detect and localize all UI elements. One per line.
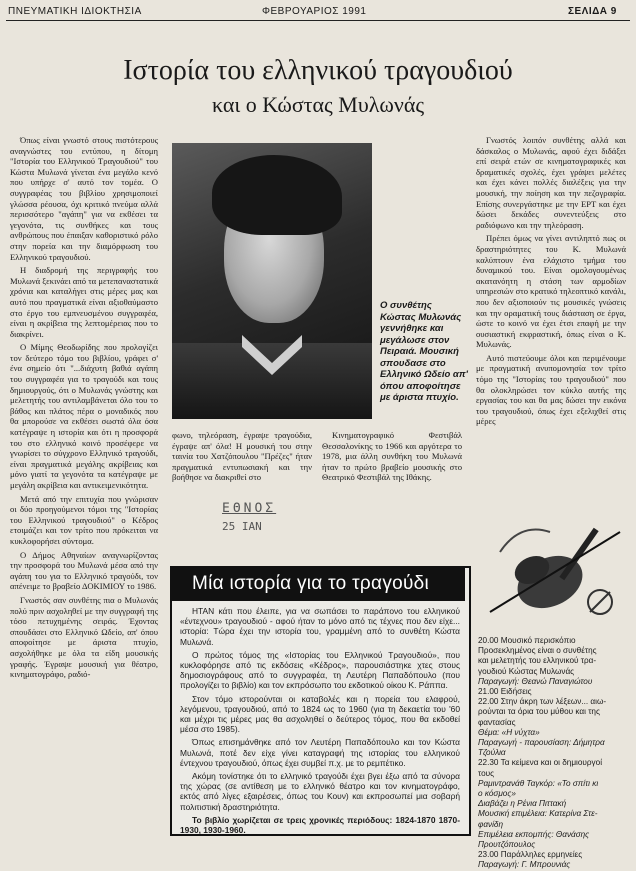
tv-line: Θέμα: «Η νύχτα» bbox=[478, 727, 540, 737]
tv-line: 22.00 Στην άκρη των λέξεων... αιω- bbox=[478, 697, 607, 707]
tv-line: 22.30 Τα κείμενα και οι δημιουργοί bbox=[478, 758, 603, 768]
left-paragraph: Όπως είναι γνωστό στους πιστότερους αναγνώστες του εντύπου, η δίτομη "Ιστορία του Ελληνικού Τραγουδιού" του Κώστα Μυλωνά γίνεται ένα μεγάλο κενό που υπήρχε σ' αυτό τον τομέα. Ο συγγραφέας του βιβλίου χρησιμοποιεί γλώσσα ρέουσα, όχι κριτικό πνεύμα αλλά περισσότερο "αγάπη" για να εκθέσει τα γεγονότα, τις συνθήκες και τους ανθρώπους που έπαιξαν καθοριστικό ρόλο στην πορεία και την διαμόρφωση του Ελληνικού τραγουδιού. bbox=[10, 135, 158, 262]
right-paragraph: Γνωστός λοιπόν συνθέτης αλλά και δάσκαλος ο Μυλωνάς, αφού έχει διδάξει επί σειρά ετών σε κινηματογραφικές και δραματικές σχολές, έχει γράψει μελέτες και έχει κάνει πολλές διαλέξεις για την μουσική, την ποίηση και την πεζογραφία. Επίσης συνεργάστηκε με την ΕΡΤ και έχει δώσει δεκάδες συνεντεύξεις στο ραδιόφωνο και την τηλεόραση. bbox=[476, 135, 626, 230]
under-photo-text: Κινηματογραφικό Φεστιβάλ Θεσσαλονίκης το 1966 και αργότερα το 1978, μια άλλη συνθήκη του Μυλωνά ήταν το πρώτο βραβείο μουσικής στο Θεατρικό Φεστιβάλ της Ιθάκης. bbox=[322, 430, 462, 483]
tv-line: 20.00 Μουσικό περισκόπιο bbox=[478, 636, 576, 645]
tv-line: Ραμιντρανάθ Ταγκόρ: «Το σπίτι κι bbox=[478, 778, 599, 788]
box-paragraph: Ακόμη τονίστηκε ότι το ελληνικό τραγούδι έχει βγει έξω από τα σύνορα της χώρας (σε αντίθεση με το ελληνικό θέατρο και τον κινηματογράφο, εκτός από λίγες εξαιρέσεις, όπως του Κουν) και εκπροσωπεί μια σοβαρή πολιτιστική δραστηριότητα. bbox=[180, 771, 460, 812]
tv-line: φαντασίας bbox=[478, 717, 516, 727]
tv-listing bbox=[478, 636, 632, 871]
right-paragraph: Αυτό πιστεύουμε όλοι και περιμένουμε με πραγματική ανυπομονησία τον τρίτο τόμο της "Ιστορίας του τραγουδιού" που θα ολοκληρώσει τον κύκλο αυτής της εργασίας του και θα μας δώσει την εικόνα του τραγουδιού, όπως έχει εξελιχθεί στις μέρες bbox=[476, 352, 626, 427]
boxed-article-header bbox=[172, 568, 465, 601]
under-photo-col-2 bbox=[322, 430, 462, 486]
tv-line: και μελετητής του ελληνικού τρα- bbox=[478, 656, 597, 666]
tv-line: Επιμέλεια εκπομπής: Θανάσης bbox=[478, 829, 590, 839]
box-paragraph: Στον τόμο ιστορούνται οι καταβολές και η πορεία του ελαφρού, λεγόμενου, τραγουδιού, από το 1824 ως το 1960 (για τη δεκαετία του '60 και μέχρι τις μέρες μας θα ασχοληθεί ο δεύτερος τόμος, που θα εκδοθεί μέσα στο 1985). bbox=[180, 693, 460, 735]
stamp-date: 25 ΙΑΝ bbox=[222, 520, 262, 533]
tv-line: Προσεκλημένος είναι ο συνθέτης bbox=[478, 646, 597, 656]
tv-line: ο κόσμος» bbox=[478, 789, 516, 799]
left-paragraph: Η διαδρομή της περιγραφής του Μυλωνά ξεκινάει από τα μετεπαναστατικά χρόνια και καταλήγει στις μέρες μας και αυτό που πραγματικά είναι αξιοθαύμαστο στο έργο του εμπνευσμένου συγγραφέα, είναι η ακρίβεια της λεπτομέρειας που το διακρίνει. bbox=[10, 265, 158, 339]
photo-hair bbox=[212, 155, 342, 235]
tv-line: Παραγωγή: Γ. Μπρουνιάς bbox=[478, 860, 571, 870]
header-date: ΦΕΒΡΟΥΑΡΙΟΣ 1991 bbox=[262, 6, 367, 17]
box-paragraph: Το βιβλίο χωρίζεται σε τρεις χρονικές περιόδους: 1824-1870 1870-1930, 1930-1960. bbox=[180, 814, 460, 836]
left-paragraph: Ο Δήμος Αθηναίων αναγνωρίζοντας την προσφορά του Μυλωνά μέσα από την αγάπη του για το Ελληνικό τραγούδι, τον απένειμε το βραβείο ΔΟΚΙΜΙΟΥ το 1986. bbox=[10, 549, 158, 592]
tv-line: φανίδη bbox=[478, 819, 504, 829]
composer-photo bbox=[172, 143, 372, 419]
header-page: ΣΕΛΙΔΑ 9 bbox=[568, 6, 617, 17]
tv-line: Παραγωγή: Θεανώ Παναγιώτου bbox=[478, 676, 593, 686]
tv-line: Μουσική επιμέλεια: Κατερίνα Στε- bbox=[478, 809, 598, 819]
left-paragraph: Ο Μίμης Θεοδωρίδης που προλογίζει τον δεύτερο τόμο του βιβλίου, γράφει σ' ένα σημείο ότι "...διάχυτη βαθιά αγάπη του συγγραφέα για το τραγούδι και τους δημιουργούς, ότι ο Μυλωνάς γνώστης και μελετητής του αντιλαμβάνεται όλο του το βάθος και πλάτος πέρα ο μοναδικός που θα μπορούσε να εκθέσει σωστά όλα όσα κατέγραψε η ιστορία και ότι η προσφορά του στο ελληνικό κοινό προσέφερε να γνωρίσει το σύγχρονο Ελληνικό τραγούδι, είναι πραγματικά μεγάλης ακρίβειας και μόνο γιατί τα γεγονότα τα κατέγραψε με μεγάλη ακρίβεια και αντικειμενικότητα. bbox=[10, 342, 158, 490]
right-paragraph: Πρέπει όμως να γίνει αντιληπτό πως οι δραστηριότητες του Κ. Μυλωνά καλύπτουν ένα ελάχιστο τμήμα του δυναμικού του. Είναι ομολογουμένως ακατανόητη η στάση των αρμοδίων υπηρεσιών στο κρατικό τηλεοπτικό κανάλι, που δεν αξιοποιούν τις μουσικές γνώσεις και την οραματική τους διάσταση σε έργα, ώστε το κοινό να έχει έτσι επαφή με την ουσιαστική εκφραστική, όπως είναι ο Κ. Μυλωνάς. bbox=[476, 233, 627, 350]
violin-illustration bbox=[480, 512, 630, 632]
tv-line: ρούνται τα όρια του μύθου και της bbox=[478, 707, 600, 717]
box-paragraph: ΗΤΑΝ κάτι που έλειπε, για να σωπάσει το παράπονο του ελληνικού «έντεχνου» τραγουδιού - αφού ήταν το μόνο από τις τέχνες που δεν είχε... ιστορία: Τώρα έχει την ιστορία του, γραμμένη από το συνθέτη Κώστα Μυλωνά. bbox=[180, 606, 460, 647]
under-photo-text: φωνο, τηλεόραση, έγραψε τραγούδια, έγραψε απ' όλα! Η μουσική του στην ταινία του Χατζόπουλου "Πρέζες" ήταν πραγματικά εντυπωσιακή και την βοήθησε να διακριθεί στο bbox=[172, 430, 312, 483]
tv-line: 21.00 Ειδήσεις bbox=[478, 687, 532, 697]
stamp-name: ΕΘΝΟΣ bbox=[222, 501, 277, 516]
photo-shirt bbox=[172, 343, 372, 419]
header-left: ΠΝΕΥΜΑΤΙΚΗ ΙΔΙΟΚΤΗΣΙΑ bbox=[8, 6, 142, 17]
tv-line: γουδιού Κώστας Μυλωνάς bbox=[478, 666, 575, 676]
boxed-article-title: Μία ιστορία για το τραγούδι bbox=[192, 573, 430, 594]
photo-caption: Ο συνθέτης Κώστας Μυλωνάς γεννήθηκε και μεγάλωσε στον Πειραιά. Μουσική σπουδασε στο Ελληνικό Ωδείο απ' όπου αποφοίτησε με άριστα πτυχίο. bbox=[380, 300, 468, 403]
left-paragraph: Γνωστός σαν συνθέτης πια ο Μυλωνάς πολύ πριν ασχοληθεί με την συγγραφή της τόσο πετυχημένης σειράς. Έχοντας σπουδάσει στο Ελληνικό Ωδείο, απ' όπου αποφοίτησε με άριστα πτυχίο, ασχολήθηκε με όλα τα είδη μουσικής γραφής. Έγραψε μουσική για θέατρο, κινηματογράφο, ραδιό- bbox=[10, 594, 158, 680]
tv-line: τους bbox=[478, 768, 495, 778]
article-subtitle: και ο Κώστας Μυλωνάς bbox=[211, 92, 425, 117]
tv-line: Τζούλια bbox=[478, 748, 506, 758]
under-photo-col-1 bbox=[172, 430, 312, 486]
boxed-article-body bbox=[180, 606, 460, 838]
tv-line: 23.00 Παράλληλες ερμηνείες bbox=[478, 850, 583, 860]
tv-line: Διαβάζει η Ρένια Πιττακή bbox=[478, 799, 567, 809]
tv-line: Προυτζόπουλος bbox=[478, 840, 536, 850]
clipping-stamp bbox=[222, 501, 332, 553]
box-paragraph: Όπως επισημάνθηκε από τον Λευτέρη Παπαδόπουλο και τον Κώστα Μυλωνά, ποτέ δεν είχε γίνει καταγραφή της ιστορίας του ελληνικού έντεχνου τραγουδιού, όπως έχει συμβεί π.χ. με το ρεμπέτικο. bbox=[180, 737, 460, 768]
box-paragraph: Ο πρώτος τόμος της «Ιστορίας του Ελληνικού Τραγουδιού», που κυκλοφόρησε από τις εκδόσεις «Κέδρος», παρουσιάστηκε χτες στους δημοσιογράφους από το συγγραφέα, τη Λευτέρη Παπαδόπουλο (που προλογίζει το βιβλίο) και τον εκπρόσωπο του εκδοτικού οίκου Κ. Ράππα. bbox=[180, 649, 460, 691]
right-column bbox=[476, 135, 626, 430]
article-title: Ιστορία του ελληνικού τραγουδιού bbox=[123, 55, 513, 86]
header-rule bbox=[6, 20, 630, 21]
tv-line: Παραγωγή - παρουσίαση: Δήμητρα bbox=[478, 738, 605, 748]
left-paragraph: Μετά από την επιτυχία που γνώρισαν οι δύο προηγούμενοι τόμοι της "Ιστορίας του Ελληνικού τραγουδιού" ο Κέδρος ετοιμάζει και τον τρίτο που πρόκειται να κυκλοφορήσει σύντομα. bbox=[10, 493, 158, 546]
left-column bbox=[10, 135, 158, 683]
